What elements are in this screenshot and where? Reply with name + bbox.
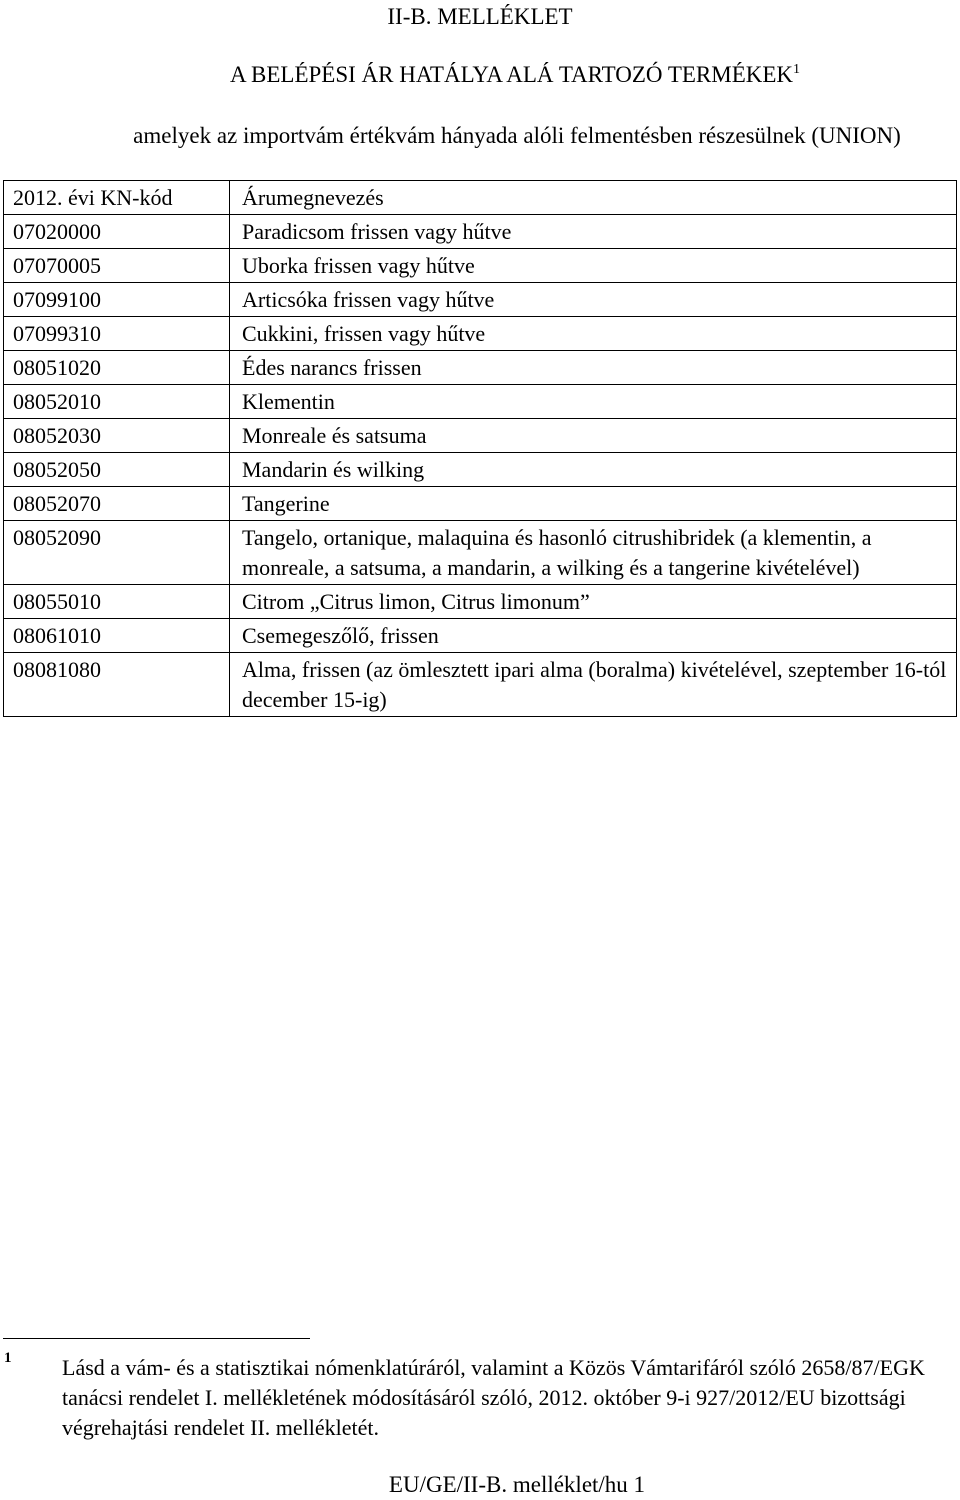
footnote-reference[interactable]: 1: [793, 62, 801, 77]
product-description-cell: Mandarin és wilking: [230, 453, 957, 487]
product-description-cell: Uborka frissen vagy hűtve: [230, 249, 957, 283]
table-row: [4, 283, 957, 317]
table-row: [4, 653, 957, 717]
table-row: [4, 521, 957, 585]
product-description-cell: Klementin: [230, 385, 957, 419]
cn-code-cell: 08055010: [4, 585, 230, 619]
column-header-description: Árumegnevezés: [230, 181, 957, 215]
cn-code-cell: 08052010: [4, 385, 230, 419]
table-row: [4, 419, 957, 453]
footnote-separator: [3, 1338, 310, 1339]
table-row: [4, 453, 957, 487]
cn-code-cell: 07070005: [4, 249, 230, 283]
table-row: [4, 385, 957, 419]
document-title-text: A BELÉPÉSI ÁR HATÁLYA ALÁ TARTOZÓ TERMÉKEK: [229, 62, 794, 87]
product-description-cell: Alma, frissen (az ömlesztett ipari alma (boralma) kivételével, szeptember 16-tól december 15-ig): [230, 653, 957, 717]
product-description-cell: Tangerine: [230, 487, 957, 521]
cn-code-cell: 08051020: [4, 351, 230, 385]
cn-code-cell: 08081080: [4, 653, 230, 717]
product-table: [3, 180, 957, 717]
table-row: [4, 351, 957, 385]
product-description-cell: Paradicsom frissen vagy hűtve: [230, 215, 957, 249]
table-row: [4, 317, 957, 351]
cn-code-cell: 08061010: [4, 619, 230, 653]
table-row: [4, 249, 957, 283]
column-header-code: 2012. évi KN-kód: [4, 181, 230, 215]
product-description-cell: Cukkini, frissen vagy hűtve: [230, 317, 957, 351]
table-row: [4, 215, 957, 249]
page-footer: EU/GE/II-B. melléklet/hu 1: [388, 1472, 646, 1497]
annex-heading: II-B. MELLÉKLET: [387, 4, 573, 29]
cn-code-cell: 08052030: [4, 419, 230, 453]
product-description-cell: Csemegeszőlő, frissen: [230, 619, 957, 653]
cn-code-cell: 07099100: [4, 283, 230, 317]
table-row: [4, 487, 957, 521]
product-description-cell: Articsóka frissen vagy hűtve: [230, 283, 957, 317]
product-description-cell: Édes narancs frissen: [230, 351, 957, 385]
footnote-mark: 1: [4, 1350, 12, 1366]
cn-code-cell: 08052070: [4, 487, 230, 521]
product-description-cell: Citrom „Citrus limon, Citrus limonum”: [230, 585, 957, 619]
table-header-row: [4, 181, 957, 215]
cn-code-cell: 07020000: [4, 215, 230, 249]
table-row: [4, 619, 957, 653]
cn-code-cell: 08052090: [4, 521, 230, 585]
product-table-body: [4, 181, 957, 717]
product-description-cell: Tangelo, ortanique, malaquina és hasonló citrushibridek (a klementin, a monreale, a satsuma, a mandarin, a wilking és a tangerine kivételével): [230, 521, 957, 585]
document-subtitle: amelyek az importvám értékvám hányada alóli felmentésben részesülnek (UNION): [133, 123, 901, 148]
product-description-cell: Monreale és satsuma: [230, 419, 957, 453]
cn-code-cell: 07099310: [4, 317, 230, 351]
table-row: [4, 585, 957, 619]
footnote-text: Lásd a vám- és a statisztikai nómenklatúráról, valamint a Közös Vámtarifáról szóló 2658/87/EGK tanácsi rendelet I. mellékletének módosításáról szóló, 2012. október 9-i 927/2012/EU bizottsági végrehajtási rendelet II. mellékletét.: [62, 1355, 925, 1440]
document-title: [0, 60, 960, 90]
cn-code-cell: 08052050: [4, 453, 230, 487]
